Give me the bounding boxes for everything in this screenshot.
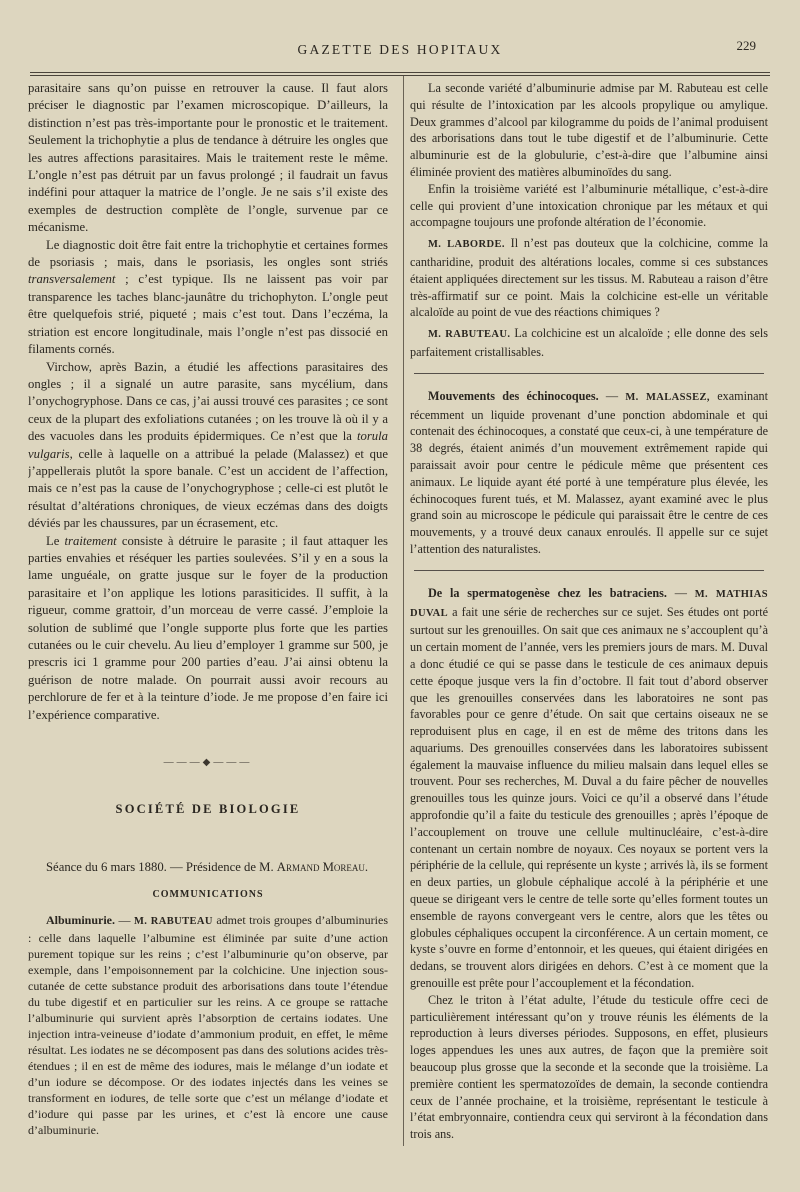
article-title: Albuminurie. — [46, 912, 116, 927]
text-run: Il n’est pas douteux que la colchicine, comme la cantharidine, produit des altérations locales, comme si ces substances étaient appliquées directement sur les tissus. M. Rabuteau a raison d’être très-affirmatif sur ce point. Mais la colchicine est-elle un véritable alcaloïde au point de vue des réactions chimiques ? — [410, 236, 768, 320]
albuminurie-paragraph — [28, 912, 388, 1138]
text-run: a fait une série de recherches sur ce sujet. Ses études ont porté surtout sur les grenouilles. On sait que ces animaux ne s’accouplent qu’à un certain moment de l’année, vers les premiers jours de mars. M. Duval a donc étudié ce qui se passe dans le testicule de ces animaux depuis cette époque jusque vers la fin d’octobre. Il fait tout d’abord observer que les grenouilles conservées dans les laboratoires ne sont pas favorables pour ce genre d’étude. On sait que certains oiseaux ne se reproduisent plus en cage, il en est de même des tritons dans les aquariums. Des grenouilles conservées dans les laboratoires subissent également la mauvaise influence du milieu malsain dans lequel elles se trouvent. Pour ses recherches, M. Duval a du faire pêcher de nouvelles grenouilles tous les quinze jours. Voici ce qu’il a observé dans l’étude approfondie qu’il a faite du testicule des grenouilles ; après l’époque de l’accouplement on trouve une cellule multinucléaire, c’est-à-dire contenant un certain nombre de noyaux. Ces noyaux se portent vers la périphérie de la cellule, qui représente un kyste ; arrivés là, ils se forment en deux parties, un globule céphalique accolé à la périphérie et une queue se dirigeant vers le centre de telle sorte qu’elles forment toutes un ensemble de rayons convergeant vers le centre, alors que les têtes ou globules céphaliques occupent la circonférence. A un certain moment, ce kyste s’ouvre en forme d’entonnoir, et les queues, qui étaient dirigées en dedans, se trouvent alors dirigées en dehors. C’est à ce moment que la grenouille est prête pour l’accouplement et la fécondation. — [410, 604, 768, 991]
author-name: M. RABUTEAU — [133, 915, 213, 927]
paragraph: La seconde variété d’albuminurie admise par M. Rabuteau est celle qui résulte de l’intoxication par les alcools propylique ou amylique. Deux grammes d’alcool par kilogramme du poids de l’animal produisent des arborisations dans tout le tube digestif et de l’albuminurie. Cette albuminurie est de la globulurie, c’est-à-dire que l’albumine ainsi éliminée provient des matières albuminoïdes du sang. — [410, 81, 768, 179]
seance-line — [28, 859, 388, 876]
spermatogenese-paragraph — [410, 585, 768, 992]
paragraph: Enfin la troisième variété est l’albuminurie métallique, c’est-à-dire celle qui provient d’une intoxication chronique par les métaux et qui accompagne toujours une profonde altération de l’économie. — [410, 181, 768, 230]
text-run: examinant récemment un liquide provenant d’une ponction abdominale et qui contenait des échinocoques, a constaté que ceux-ci, à une température de 38 degrés, étaient animés d’un mouvement extrêmement rapide qui paraissait avoir pour centre le pédicule même que présentent ces animaux. Le liquide ayant été porté à une température plus élevée, les échinocoques furent tués, et M. Malassez, ayant examiné avec le plus grand soin au microscope le pédicule qui paraissait être le centre de ces mouvements, y a trouvé deux canaux enroulés. Il appelle sur ce sujet l’attention des naturalistes. — [410, 388, 768, 556]
author-name: M. MALASSEZ, — [625, 391, 710, 403]
text-run: — — [598, 388, 626, 403]
president-name: Armand Moreau — [276, 859, 365, 874]
column-divider — [403, 76, 404, 1146]
speaker-name: M. LABORDE. — [428, 239, 505, 251]
right-column — [410, 80, 768, 1150]
italic-run: torula vulgaris — [28, 429, 388, 461]
communications-heading: COMMUNICATIONS — [152, 889, 264, 901]
page-header — [30, 38, 770, 60]
text-run: Séance du 6 mars 1880. — Présidence de M. — [46, 859, 277, 874]
paragraph: parasitaire sans qu’on puisse en retrouver la cause. Il faut alors préciser le diagnostic par l’examen microscopique. D’ailleurs, la distinction n’est pas très-importante pour le pronostic et le traitement. Seulement la trichophytie a plus de tendance à détruire les ongles que les autres affections parasitaires. Mais le traitement reste le même. L’ongle n’est pas détruit par un favus prolongé ; il faudrait un favus indéfini pour attaquer la matrice de l’ongle. Je ne sais s’il existe des exemples de destruction complète de l’ongle, survenue par ce mécanisme. — [28, 81, 388, 235]
speaker-name: M. RABUTEAU. — [428, 329, 511, 341]
paragraph: Chez le triton à l’état adulte, l’étude du testicule offre ceci de particulièrement intéressant qu’on y trouve réunis les éléments de la reproduction à leurs diverses périodes. Supposons, en effet, plusieurs loges appendues les unes aux autres, de façon que la première soit beaucoup plus grosse que la seconde et la seconde que la troisième. La première contient les spermatozoïdes de demain, la seconde contiendra ceux de l’année prochaine, et la troisième, représentant le testicule à l’état embryonnaire, contiendra ceux qui serviront à la fécondation dans trois ans. — [410, 992, 768, 1142]
text-run: . — [364, 859, 369, 874]
paragraph — [28, 359, 388, 533]
rabuteau-paragraph — [410, 325, 768, 361]
header-rule-bottom — [30, 75, 770, 76]
echinocoques-paragraph — [410, 388, 768, 558]
text-run: consiste à détruire le parasite ; il faut attaquer les parties envahies et réséquer les parties soulevées. S’il y en a sous la lame unguéale, on gratte jusque sur le foyer de la production parasitaire et l’on applique les lotions parasiticides. Il suffit, à la rigueur, comme grattoir, d’un morceau de verre cassé. J’emploie la solution de sublimé que l’ongle supporte plus forte que les parties cutanées ou le cuir chevelu. Au lieu d’employer 1 gramme sur 500, je prescris ici 1 gramme pour 200 parties d’eau. J’ai ainsi obtenu la guérison de notre malade. On pourrait aussi avoir recours au perchlorure de fer et à la teinture d’iode. Je me propose d’en faire ici l’expérience comparative. — [28, 533, 388, 722]
text-run: admet trois groupes d’albuminuries : celle dans laquelle l’albumine est éliminée par suite d’une action purement topique sur les reins ; c’est l’albuminurie qu’on observe, par exemple, dans l’empoisonnement par la colchicine. Une injection sous-cutanée de cette substance produit des arborisations dans toute l’étendue du tube digestif et en particulier sur les reins. A ce groupe se rattache l’albuminurie qui survient après l’absorption de certains iodates. Une injection intra-veineuse d’iodate d’ammonium produit, en effet, le même résultat. Les iodates ne se décomposent pas dans des solutions acides très-étendues ; il en est de même des iodures, mais le mélange d’un iodate et d’un iodure se décompose. Or des iodates injectés dans les veines se transforment en iodures, de telle sorte que c’est un mélange d’iodate et d’iodure qui passe par les urines, et c’est là encore une cause d’albuminurie. — [28, 912, 388, 1137]
section-separator — [414, 373, 764, 374]
text-run: Virchow, après Bazin, a étudié les affections parasitaires des ongles ; il a signalé un autre parasite, sans mycélium, dans l’onychogryphose. Dans ce cas, j’ai aussi trouvé ces parasites ; ce sont ceux de la plupart des exfoliations cutanées ; on les trouve là où il y a des vacuoles dans les produits épidermiques. Ce n’est que la — [28, 359, 388, 444]
paragraph — [28, 533, 388, 724]
article-title: De la spermatogenèse chez les batraciens. — [428, 585, 667, 600]
paragraph — [28, 237, 388, 359]
text-run: , celle à laquelle on a attribué la pelade (Malassez) et que j’appellerais plutôt la spore banale. C’est un accident de l’affection, mais ce n’est pas la cause de l’onychogryphose ; celle-ci est plutôt le résultat d’altérations chroniques, de vieux eczémas dans des doigts déviés par les chaussures, par un écrasement, etc. — [28, 446, 388, 531]
text-run: ; c’est typique. Ils ne laissent pas voir par transparence les taches blanc-jaunâtre du trichophyton. L’ongle peut être quelquefois strié, piqueté ; mais c’est tout. Dans l’eczéma, la striation est encore longitudinale, mais l’ongle n’est pas dissocié en filaments cornés. — [28, 272, 388, 357]
article-title: Mouvements des échinocoques. — [428, 388, 599, 403]
section-ornament: ———◆——— — [163, 757, 253, 769]
text-run: — — [666, 585, 695, 600]
text-run: Le diagnostic doit être fait entre la trichophytie et certaines formes de psoriasis ; mais, dans le psoriasis, les ongles sont striés — [28, 237, 388, 270]
page-number: 229 — [736, 38, 756, 53]
society-title: SOCIÉTÉ DE BIOLOGIE — [115, 802, 301, 817]
header-rule-top — [30, 72, 770, 73]
section-separator — [414, 570, 764, 571]
text-run: La colchicine est un alcaloïde ; elle donne des sels parfaitement cristallisables. — [410, 326, 768, 359]
italic-run: traitement — [64, 533, 117, 548]
left-column — [28, 80, 388, 1150]
italic-run: transversalement — [28, 272, 116, 287]
author-name: M. MATHIAS DUVAL — [410, 588, 768, 619]
text-run: Le — [46, 533, 65, 548]
laborde-paragraph — [410, 235, 768, 321]
text-run: — — [115, 912, 134, 927]
journal-title: GAZETTE DES HOPITAUX — [297, 42, 503, 57]
